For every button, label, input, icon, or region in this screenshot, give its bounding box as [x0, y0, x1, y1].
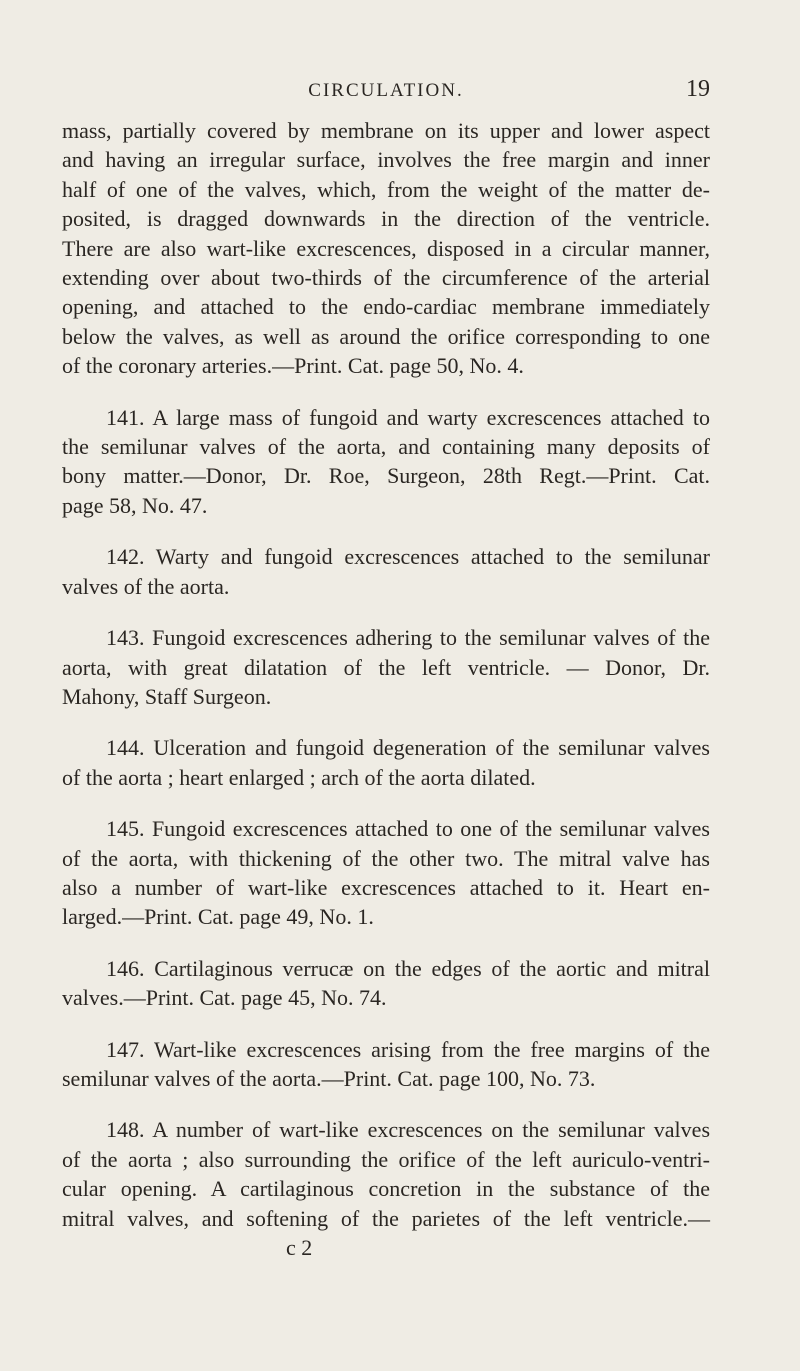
body-text	[62, 116, 710, 1262]
text-line: 147. Wart-like excrescences arising from the free margins of the	[106, 1036, 710, 1062]
paragraph-141	[62, 403, 710, 521]
signature-mark: c 2	[286, 1235, 313, 1260]
text-line: half of one of the valves, which, from the weight of the matter de-	[62, 176, 710, 202]
text-line: of the aorta ; also surrounding the orifice of the left auriculo-ventri-	[62, 1146, 710, 1172]
text-line: mass, partially covered by membrane on its upper and lower aspect	[62, 118, 710, 143]
paragraph-145	[62, 814, 710, 932]
text-line: opening, and attached to the endo-cardiac membrane immediately	[62, 294, 710, 320]
text-line: 145. Fungoid excrescences attached to one of the semilunar valves	[106, 816, 710, 842]
text-line: aorta, with great dilatation of the left ventricle. — Donor, Dr.	[62, 654, 710, 680]
text-line: 142. Warty and fungoid excrescences attached to the semilunar	[106, 544, 710, 570]
text-line: 144. Ulceration and fungoid degeneration of the semilunar valves	[106, 735, 710, 761]
running-head	[62, 76, 710, 110]
paragraph-144	[62, 733, 710, 792]
text-line: of the aorta, with thickening of the other two. The mitral valve has	[62, 845, 710, 871]
text-line: cular opening. A cartilaginous concretion in the substance of the	[62, 1176, 710, 1202]
paragraph-147	[62, 1035, 710, 1094]
text-line: valves.—Print. Cat. page 45, No. 74.	[62, 985, 387, 1011]
text-line: valves of the aorta.	[62, 573, 230, 599]
text-line: Mahony, Staff Surgeon.	[62, 683, 272, 709]
text-line: mitral valves, and softening of the parietes of the left ventricle.—	[62, 1205, 710, 1231]
page-number: 19	[686, 76, 710, 102]
text-line: 143. Fungoid excrescences adhering to the semilunar valves of the	[106, 625, 710, 651]
text-line: the semilunar valves of the aorta, and containing many deposits of	[62, 434, 710, 460]
text-line: larged.—Print. Cat. page 49, No. 1.	[62, 904, 374, 930]
text-line: 148. A number of wart-like excrescences on the semilunar valves	[106, 1117, 710, 1143]
text-line: below the valves, as well as around the orifice corresponding to one	[62, 323, 710, 349]
paragraph-148	[62, 1115, 710, 1233]
text-line: of the aorta ; heart enlarged ; arch of the aorta dilated.	[62, 764, 536, 790]
paragraph-continued	[62, 116, 710, 381]
text-line: of the coronary arteries.—Print. Cat. page 50, No. 4.	[62, 353, 524, 379]
paragraph-142	[62, 542, 710, 601]
paragraph-143	[62, 623, 710, 711]
text-line: There are also wart-like excrescences, disposed in a circular manner,	[62, 235, 710, 261]
running-head-title: CIRCULATION.	[308, 80, 464, 101]
text-line: semilunar valves of the aorta.—Print. Cat. page 100, No. 73.	[62, 1065, 596, 1091]
text-line: posited, is dragged downwards in the direction of the ventricle.	[62, 206, 710, 232]
text-line: page 58, No. 47.	[62, 492, 208, 518]
text-line: 146. Cartilaginous verrucæ on the edges of the aortic and mitral	[106, 955, 710, 981]
text-line: also a number of wart-like excrescences attached to it. Heart en-	[62, 874, 710, 900]
text-line: bony matter.—Donor, Dr. Roe, Surgeon, 28th Regt.—Print. Cat.	[62, 463, 710, 489]
paragraph-146	[62, 954, 710, 1013]
text-line: and having an irregular surface, involves the free margin and inner	[62, 147, 710, 173]
text-line: 141. A large mass of fungoid and warty excrescences attached to	[106, 404, 710, 430]
text-line: extending over about two-thirds of the circumference of the arterial	[62, 265, 710, 291]
